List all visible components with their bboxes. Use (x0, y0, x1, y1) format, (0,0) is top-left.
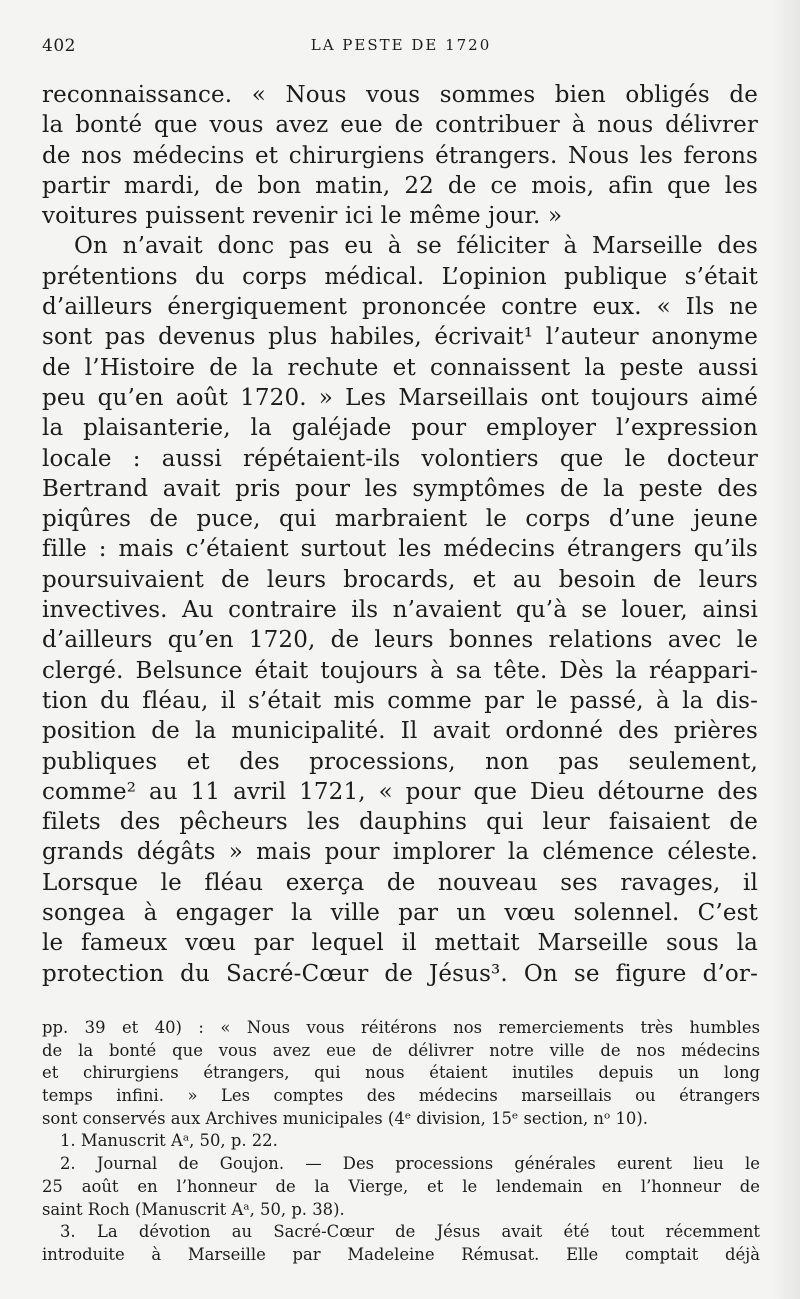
text-line: filets des pêcheurs les dauphins qui leur faisaient de (42, 809, 758, 836)
page-header (42, 36, 760, 60)
text-line: position de la municipalité. Il avait ordonné des prières (42, 718, 758, 745)
text-line: tion du fléau, il s’était mis comme par le passé, à la dis- (42, 687, 758, 714)
footnote-line: et chirurgiens étrangers, qui nous étaient inutiles depuis un long (42, 1063, 760, 1083)
text-line: reconnaissance. « Nous vous sommes bien obligés de (42, 82, 758, 108)
text-line: partir mardi, de bon matin, 22 de ce mois, afin que les (42, 172, 758, 199)
page-number: 402 (42, 36, 76, 56)
text-line: publiques et des processions, non pas seulement, (42, 748, 758, 775)
text-line: fille : mais c’étaient surtout les médecins étrangers qu’ils (42, 536, 758, 563)
footnote-line: saint Roch (Manuscrit Aᵃ, 50, p. 38). (42, 1199, 345, 1219)
text-line: grands dégâts » mais pour implorer la clémence céleste. (42, 839, 758, 866)
text-line: clergé. Belsunce était toujours à sa tête. Dès la réappari- (42, 657, 758, 684)
text-line: protection du Sacré-Cœur de Jésus³. On se figure d’or- (42, 960, 758, 987)
running-title: LA PESTE DE 1720 (310, 36, 492, 54)
footnote-line: 25 août en l’honneur de la Vierge, et le lendemain en l’honneur de (42, 1176, 760, 1196)
text-line: le fameux vœu par lequel il mettait Marseille sous la (42, 930, 758, 957)
footnote-line: introduite à Marseille par Madeleine Rémusat. Elle comptait déjà (42, 1244, 760, 1264)
text-line: sont pas devenus plus habiles, écrivait¹ l’auteur anonyme (42, 324, 758, 351)
text-line: locale : aussi répétaient-ils volontiers que le docteur (42, 445, 758, 472)
footnote-line: 1. Manuscrit Aᵃ, 50, p. 22. (60, 1131, 278, 1151)
text-line: invectives. Au contraire ils n’avaient qu’à se louer, ainsi (42, 597, 758, 624)
page-edge-shadow (772, 0, 800, 1299)
text-line: piqûres de puce, qui marbraient le corps d’une jeune (42, 506, 758, 533)
footnote-line: de la bonté que vous avez eue de délivrer notre ville de nos médecins (42, 1040, 760, 1060)
main-text (42, 80, 758, 989)
text-line: On n’avait donc pas eu à se féliciter à Marseille des (74, 233, 758, 260)
text-line: de nos médecins et chirurgiens étrangers. Nous les ferons (42, 142, 758, 169)
footnote-line: temps infini. » Les comptes des médecins marseillais ou étrangers (42, 1086, 760, 1106)
text-line: la plaisanterie, la galéjade pour employer l’expression (42, 415, 758, 442)
footnote-line: 3. La dévotion au Sacré-Cœur de Jésus avait été tout récemment (60, 1222, 760, 1242)
footnote-line: 2. Journal de Goujon. — Des processions générales eurent lieu le (60, 1154, 760, 1174)
text-line: d’ailleurs qu’en 1720, de leurs bonnes relations avec le (42, 627, 758, 654)
text-line: comme² au 11 avril 1721, « pour que Dieu détourne des (42, 778, 758, 805)
footnote-line: sont conservés aux Archives municipales (4ᵉ division, 15ᵉ section, nᵒ 10). (42, 1108, 648, 1128)
text-line: Lorsque le fléau exerça de nouveau ses ravages, il (42, 869, 758, 896)
text-line: de l’Histoire de la rechute et connaissent la peste aussi (42, 354, 758, 381)
footnote-line: pp. 39 et 40) : « Nous vous réitérons nos remerciements très humbles (42, 1018, 760, 1037)
text-line: la bonté que vous avez eue de contribuer à nous délivrer (42, 112, 758, 139)
text-line: poursuivaient de leurs brocards, et au besoin de leurs (42, 566, 758, 593)
footnotes (42, 1017, 760, 1267)
text-line: d’ailleurs énergiquement prononcée contre eux. « Ils ne (42, 294, 758, 321)
text-line: peu qu’en août 1720. » Les Marseillais ont toujours aimé (42, 384, 758, 411)
text-line: Bertrand avait pris pour les symptômes de la peste des (42, 475, 758, 502)
text-line: prétentions du corps médical. L’opinion publique s’était (42, 263, 758, 290)
text-line: songea à engager la ville par un vœu solennel. C’est (42, 900, 758, 927)
text-line: voitures puissent revenir ici le même jour. » (42, 203, 563, 230)
